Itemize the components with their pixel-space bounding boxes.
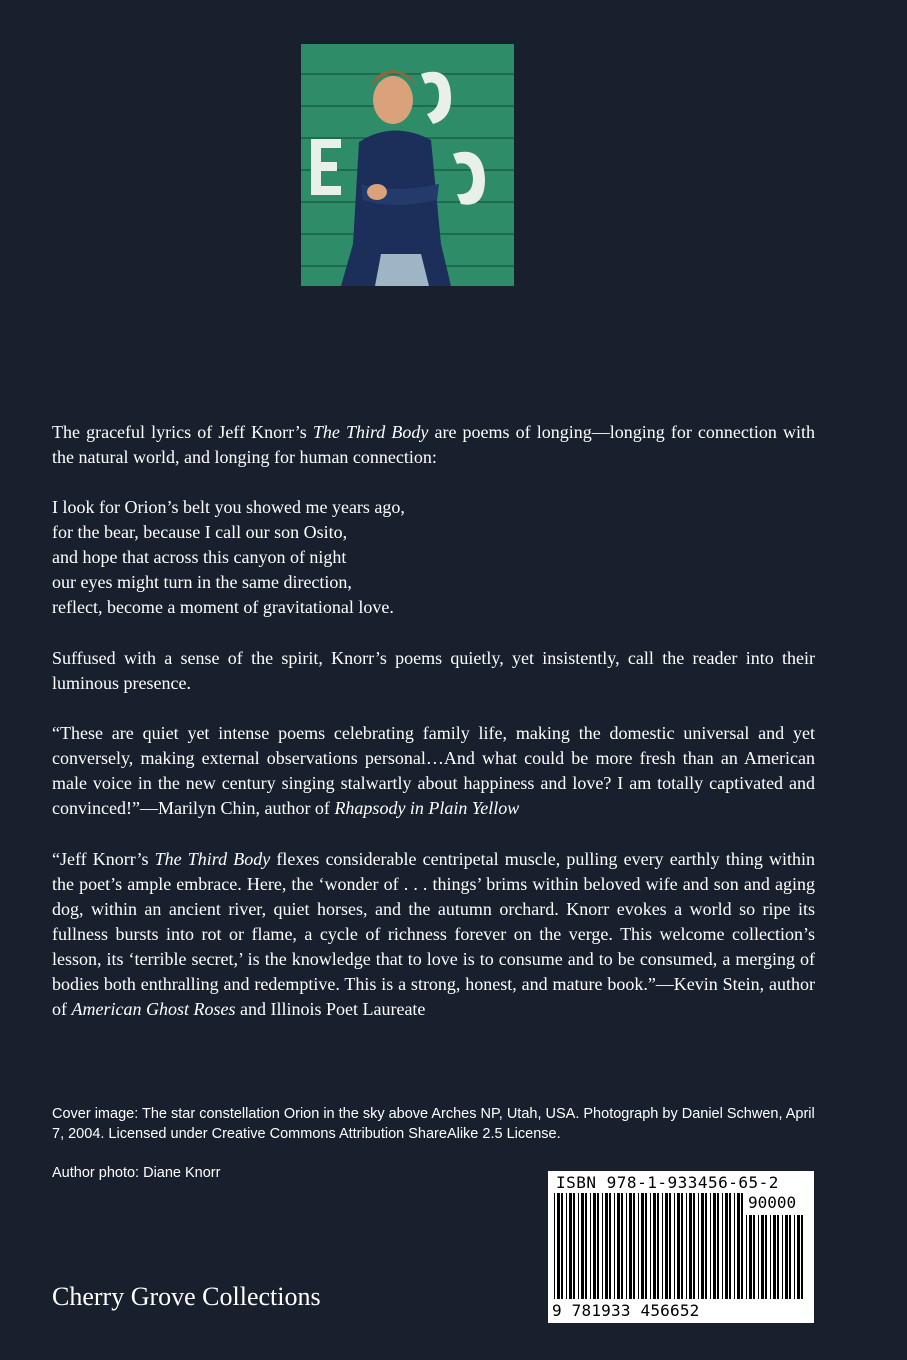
barcode-bar [617,1193,620,1299]
barcode-bar [557,1193,560,1299]
author-photo [301,44,514,286]
intro-paragraph [52,420,815,470]
book-title: The Third Body [312,422,429,442]
barcode-bar [729,1193,731,1299]
barcode-bar [605,1193,608,1299]
intro-text-end: are poems of longing—longing for connection with the natural world, and longing for human connection: [52,422,815,467]
isbn-barcode [548,1171,814,1323]
barcode-bar [645,1193,647,1299]
author-portrait-icon [301,44,514,286]
barcode-bar [629,1193,632,1299]
barcode-bar [609,1193,611,1299]
barcode-bar [741,1193,743,1299]
barcode-bar [758,1215,759,1299]
review-quote-stein [52,847,815,1022]
barcode-bar [749,1215,752,1299]
barcode-bar [722,1193,723,1299]
barcode-bar [770,1215,771,1299]
barcode-bar [554,1193,555,1299]
barcode-bar [590,1193,591,1299]
book-title: The Third Body [154,849,271,869]
review-book-title: American Ghost Roses [71,999,236,1019]
barcode-bar [725,1193,728,1299]
barcode-bar [737,1193,740,1299]
barcode-bar [578,1193,579,1299]
summary-paragraph: Suffused with a sense of the spirit, Knorr’s poems quietly, yet insistently, call the reader into their luminous presence. [52,648,815,693]
isbn-label: ISBN 978-1-933456-65-2 [556,1173,779,1192]
barcode-bar [593,1193,596,1299]
barcode-bar [785,1215,788,1299]
barcode-bar [614,1193,615,1299]
barcode-bar [674,1193,675,1299]
barcode-bar [602,1193,603,1299]
barcode-bar [597,1193,599,1299]
barcode-bar [681,1193,683,1299]
publisher-name: Cherry Grove Collections [52,1282,321,1311]
barcode-bar [698,1193,699,1299]
barcode-bar [566,1193,567,1299]
barcode-bar [650,1193,651,1299]
barcode-bar [686,1193,687,1299]
barcode-bar [797,1215,800,1299]
barcode-bar [638,1193,639,1299]
barcode-addon-bars-icon [746,1215,808,1299]
author-photo-credit: Author photo: Diane Knorr [52,1165,221,1181]
barcode-bars-icon [554,1193,744,1299]
poem-line: and hope that across this canyon of night [52,547,347,567]
barcode-bar [801,1215,803,1299]
barcode-bar [669,1193,671,1299]
barcode-bar [710,1193,711,1299]
cover-image-credit: Cover image: The star constellation Orion in the sky above Arches NP, Utah, USA. Photograph by Daniel Schwen, April 7, 2004. Licensed under Creative Commons Attribution ShareAlike 2.5 License. [52,1106,815,1142]
barcode-bar [677,1193,680,1299]
ean-number: 9 781933 456652 [552,1301,700,1320]
barcode-bar [561,1193,563,1299]
barcode-bar [773,1215,776,1299]
barcode-bar [653,1193,656,1299]
review-quote-stein-body: flexes considerable centripetal muscle, pulling every earthly thing within the poet’s ample embrace. Here, the ‘wonder of . . . things’ brims within beloved wife and son and aging dog, within an ancient river, quiet horses, and the autumn orchard. Knorr evokes a world so ripe its fullness bursts into rot or flame, a cycle of richness forever on the verge. This welcome collection’s lesson, its ‘terrible secret,’ is the knowledge that to love is to consume and to be consumed, a merging of bodies both enthralling and redemptive. This is a strong, honest, and mature book.”—Kevin Stein, author of [52,849,815,1019]
barcode-bar [746,1215,747,1299]
barcode-bar [765,1215,767,1299]
barcode-bar [626,1193,627,1299]
barcode-bar [657,1193,659,1299]
barcode-bar [713,1193,716,1299]
barcode-bar [573,1193,575,1299]
intro-text-start: The graceful lyrics of Jeff Knorr’s [52,422,313,442]
barcode-bar [701,1193,704,1299]
barcode-bar [662,1193,663,1299]
price-addon-label: 90000 [748,1193,797,1212]
barcode-bar [621,1193,623,1299]
barcode-bar [734,1193,735,1299]
poem-line: reflect, become a moment of gravitational love. [52,597,394,617]
barcode-bar [789,1215,791,1299]
poem-line: I look for Orion’s belt you showed me years ago, [52,497,405,517]
barcode-bar [753,1215,755,1299]
barcode-bar [782,1215,783,1299]
barcode-bar [581,1193,584,1299]
review-quote-chin-text: “These are quiet yet intense poems celebrating family life, making the domestic universal and yet conversely, making external observations personal…And what could be more fresh than an American male voice in the new century singing stalwartly about happiness and love? I am totally captivated and convinced!”—Marilyn Chin, author of [52,723,815,818]
barcode-bar [761,1215,764,1299]
barcode-bar [633,1193,635,1299]
poem-line: for the bear, because I call our son Osito, [52,522,348,542]
barcode-bar [705,1193,707,1299]
poem-line: our eyes might turn in the same direction, [52,572,352,592]
barcode-bar [585,1193,587,1299]
barcode-bar [794,1215,795,1299]
barcode-bar [569,1193,572,1299]
barcode-bar [665,1193,668,1299]
barcode-bar [641,1193,644,1299]
review-quote-stein-start: “Jeff Knorr’s [52,849,155,869]
review-book-title: Rhapsody in Plain Yellow [334,798,520,818]
barcode-bar [689,1193,692,1299]
barcode-bar [717,1193,719,1299]
review-quote-chin [52,721,815,821]
barcode-bar [693,1193,695,1299]
review-quote-stein-end: and Illinois Poet Laureate [235,999,426,1019]
barcode-bar [777,1215,779,1299]
